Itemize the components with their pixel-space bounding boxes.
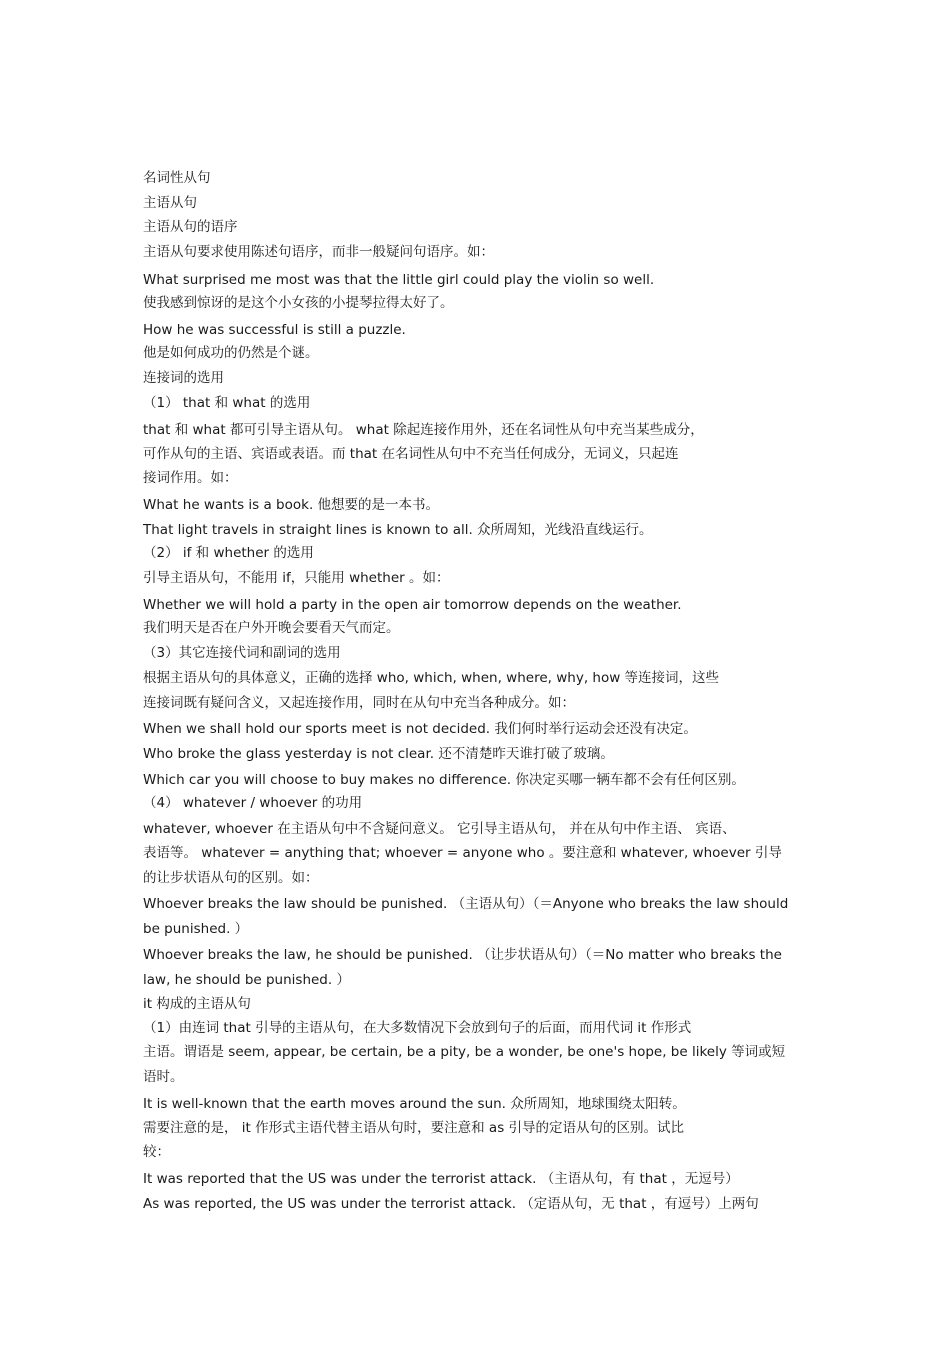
example-line: It was reported that the US was under the terrorist attack. （主语从句，有 that ，无逗号） xyxy=(143,1171,739,1187)
text-line: 主语。谓语是 seem, appear, be certain, be a pity, be a wonder, be one's hope, be likely 等词或短 xyxy=(143,1044,786,1060)
text-line: （1）由连词 that 引导的主语从句，在大多数情况下会放到句子的后面，而用代词 it 作形式 xyxy=(143,1020,692,1036)
text-line: 语时。 xyxy=(143,1069,184,1085)
text-line: 可作从句的主语、宾语或表语。而 that 在名词性从句中不充当任何成分，无词义，只起连 xyxy=(143,446,679,462)
subsection-heading: 主语从句的语序 xyxy=(143,219,238,235)
text-line: that 和 what 都可引导主语从句。 what 除起连接作用外，还在名词性从句中充当某些成分， xyxy=(143,422,704,438)
example-line: Whoever breaks the law should be punished. （主语从句）（＝Anyone who breaks the law should xyxy=(143,896,789,912)
subsection-heading: 连接词的选用 xyxy=(143,370,224,386)
example-line: law, he should be punished. ） xyxy=(143,972,350,988)
section-heading: 主语从句 xyxy=(143,195,197,211)
translation-line: 使我感到惊讶的是这个小女孩的小提琴拉得太好了。 xyxy=(143,295,454,311)
translation-line: 我们明天是否在户外开晚会要看天气而定。 xyxy=(143,620,400,636)
doc-title: 名词性从句 xyxy=(143,170,211,186)
example-line: What surprised me most was that the little girl could play the violin so well. xyxy=(143,272,655,288)
item-heading: （1） that 和 what 的选用 xyxy=(143,395,311,411)
translation-line: 他是如何成功的仍然是个谜。 xyxy=(143,345,319,361)
subsection-heading: it 构成的主语从句 xyxy=(143,996,251,1012)
example-line: That light travels in straight lines is known to all. 众所周知，光线沿直线运行。 xyxy=(143,522,653,538)
example-line: Which car you will choose to buy makes no difference. 你决定买哪一辆车都不会有任何区别。 xyxy=(143,772,745,788)
text-line: 主语从句要求使用陈述句语序，而非一般疑问句语序。如： xyxy=(143,244,494,260)
example-line: Who broke the glass yesterday is not clear. 还不清楚昨天谁打破了玻璃。 xyxy=(143,746,614,762)
text-line: 较： xyxy=(143,1144,170,1160)
example-line: Whether we will hold a party in the open air tomorrow depends on the weather. xyxy=(143,597,682,613)
text-line: whatever, whoever 在主语从句中不含疑问意义。 它引导主语从句， 并在从句中作主语、 宾语、 xyxy=(143,821,736,837)
example-line: It is well-known that the earth moves around the sun. 众所周知，地球围绕太阳转。 xyxy=(143,1096,686,1112)
text-line: 引导主语从句，不能用 if，只能用 whether 。如： xyxy=(143,570,450,586)
item-heading: （2） if 和 whether 的选用 xyxy=(143,545,314,561)
item-heading: （4） whatever / whoever 的功用 xyxy=(143,795,363,811)
example-line: How he was successful is still a puzzle. xyxy=(143,322,406,338)
text-line: 表语等。 whatever = anything that; whoever = anyone who 。要注意和 whatever, whoever 引导 xyxy=(143,845,782,861)
example-line: Whoever breaks the law, he should be punished. （让步状语从句）（＝No matter who breaks the xyxy=(143,947,782,963)
example-line: When we shall hold our sports meet is not decided. 我们何时举行运动会还没有决定。 xyxy=(143,721,697,737)
text-line: 接词作用。如： xyxy=(143,470,238,486)
example-line: be punished. ） xyxy=(143,921,249,937)
example-line: As was reported, the US was under the terrorist attack. （定语从句，无 that ，有逗号）上两句 xyxy=(143,1196,759,1212)
example-line: What he wants is a book. 他想要的是一本书。 xyxy=(143,497,440,513)
text-line: 连接词既有疑问含义，又起连接作用，同时在从句中充当各种成分。如： xyxy=(143,695,575,711)
text-line: 需要注意的是， it 作形式主语代替主语从句时，要注意和 as 引导的定语从句的区别。试比 xyxy=(143,1120,685,1136)
text-line: 的让步状语从句的区别。如： xyxy=(143,870,319,886)
item-heading: （3）其它连接代词和副词的选用 xyxy=(143,645,341,661)
text-line: 根据主语从句的具体意义，正确的选择 who, which, when, where, why, how 等连接词，这些 xyxy=(143,670,720,686)
